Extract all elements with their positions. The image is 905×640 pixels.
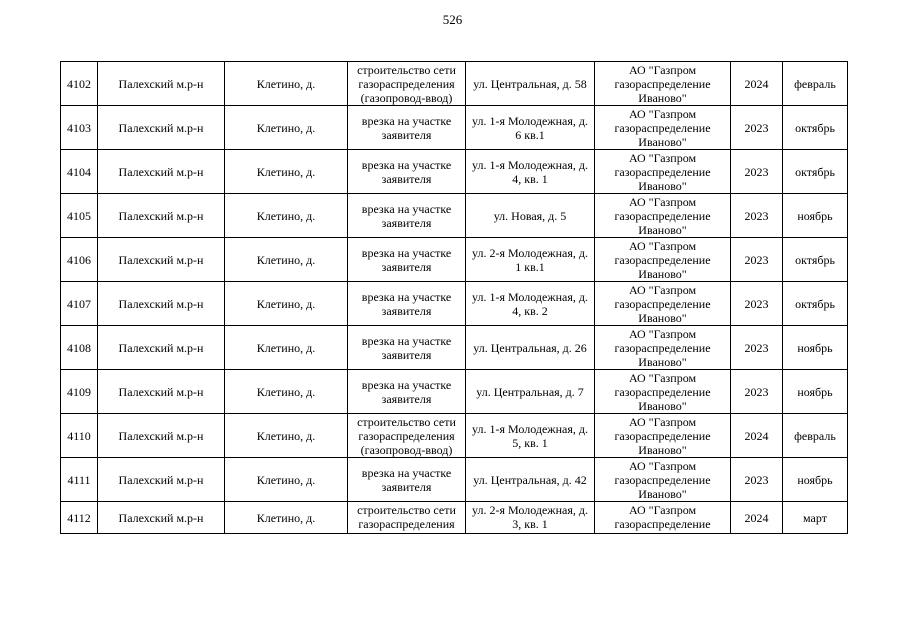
work-type-cell: врезка на участке заявителя <box>348 370 466 414</box>
organization-cell: АО "Газпром газораспределение Иваново" <box>595 370 731 414</box>
address-cell: ул. 1-я Молодежная, д. 4, кв. 2 <box>466 282 595 326</box>
year-cell: 2023 <box>731 238 783 282</box>
address-cell: ул. 2-я Молодежная, д. 1 кв.1 <box>466 238 595 282</box>
table-row <box>61 150 848 194</box>
organization-cell: АО "Газпром газораспределение Иваново" <box>595 282 731 326</box>
work-type-cell: врезка на участке заявителя <box>348 106 466 150</box>
district-cell: Палехский м.р-н <box>98 414 225 458</box>
organization-cell: АО "Газпром газораспределение Иваново" <box>595 106 731 150</box>
district-cell: Палехский м.р-н <box>98 62 225 106</box>
district-cell: Палехский м.р-н <box>98 106 225 150</box>
address-cell: ул. Новая, д. 5 <box>466 194 595 238</box>
month-cell: ноябрь <box>783 370 848 414</box>
row-number: 4110 <box>61 414 98 458</box>
month-cell: ноябрь <box>783 194 848 238</box>
month-cell: октябрь <box>783 150 848 194</box>
year-cell: 2023 <box>731 106 783 150</box>
locality-cell: Клетино, д. <box>225 458 348 502</box>
month-cell: октябрь <box>783 238 848 282</box>
month-cell: ноябрь <box>783 326 848 370</box>
month-cell: февраль <box>783 62 848 106</box>
work-type-cell: врезка на участке заявителя <box>348 326 466 370</box>
organization-cell: АО "Газпром газораспределение Иваново" <box>595 62 731 106</box>
year-cell: 2023 <box>731 194 783 238</box>
month-cell: октябрь <box>783 106 848 150</box>
organization-cell: АО "Газпром газораспределение Иваново" <box>595 326 731 370</box>
table-row <box>61 238 848 282</box>
row-number: 4109 <box>61 370 98 414</box>
locality-cell: Клетино, д. <box>225 150 348 194</box>
district-cell: Палехский м.р-н <box>98 502 225 534</box>
district-cell: Палехский м.р-н <box>98 238 225 282</box>
table-row <box>61 326 848 370</box>
work-type-cell: врезка на участке заявителя <box>348 458 466 502</box>
organization-cell: АО "Газпром газораспределение Иваново" <box>595 458 731 502</box>
gas-connection-table <box>60 61 848 534</box>
year-cell: 2023 <box>731 326 783 370</box>
row-number: 4108 <box>61 326 98 370</box>
district-cell: Палехский м.р-н <box>98 150 225 194</box>
district-cell: Палехский м.р-н <box>98 458 225 502</box>
table-row <box>61 370 848 414</box>
year-cell: 2023 <box>731 370 783 414</box>
month-cell: октябрь <box>783 282 848 326</box>
district-cell: Палехский м.р-н <box>98 282 225 326</box>
work-type-cell: врезка на участке заявителя <box>348 150 466 194</box>
organization-cell: АО "Газпром газораспределение Иваново" <box>595 238 731 282</box>
locality-cell: Клетино, д. <box>225 414 348 458</box>
address-cell: ул. Центральная, д. 58 <box>466 62 595 106</box>
organization-cell: АО "Газпром газораспределение Иваново" <box>595 150 731 194</box>
organization-cell: АО "Газпром газораспределение Иваново" <box>595 414 731 458</box>
year-cell: 2023 <box>731 282 783 326</box>
work-type-cell: строительство сети газораспределения (газопровод-ввод) <box>348 414 466 458</box>
page-number: 526 <box>442 12 463 27</box>
table-row <box>61 194 848 238</box>
locality-cell: Клетино, д. <box>225 238 348 282</box>
organization-cell: АО "Газпром газораспределение Иваново" <box>595 194 731 238</box>
address-cell: ул. 1-я Молодежная, д. 5, кв. 1 <box>466 414 595 458</box>
work-type-cell: строительство сети газораспределения <box>348 502 466 534</box>
district-cell: Палехский м.р-н <box>98 370 225 414</box>
month-cell: март <box>783 502 848 534</box>
district-cell: Палехский м.р-н <box>98 194 225 238</box>
address-cell: ул. 2-я Молодежная, д. 3, кв. 1 <box>466 502 595 534</box>
locality-cell: Клетино, д. <box>225 194 348 238</box>
row-number: 4112 <box>61 502 98 534</box>
district-cell: Палехский м.р-н <box>98 326 225 370</box>
table-row <box>61 458 848 502</box>
address-cell: ул. Центральная, д. 26 <box>466 326 595 370</box>
year-cell: 2024 <box>731 62 783 106</box>
table-row <box>61 414 848 458</box>
row-number: 4103 <box>61 106 98 150</box>
work-type-cell: врезка на участке заявителя <box>348 282 466 326</box>
row-number: 4106 <box>61 238 98 282</box>
table-row <box>61 106 848 150</box>
table-row <box>61 62 848 106</box>
row-number: 4105 <box>61 194 98 238</box>
month-cell: февраль <box>783 414 848 458</box>
row-number: 4104 <box>61 150 98 194</box>
table-row <box>61 502 848 534</box>
table-row <box>61 282 848 326</box>
work-type-cell: строительство сети газораспределения (газопровод-ввод) <box>348 62 466 106</box>
year-cell: 2024 <box>731 502 783 534</box>
row-number: 4107 <box>61 282 98 326</box>
locality-cell: Клетино, д. <box>225 62 348 106</box>
row-number: 4111 <box>61 458 98 502</box>
month-cell: ноябрь <box>783 458 848 502</box>
year-cell: 2023 <box>731 458 783 502</box>
address-cell: ул. 1-я Молодежная, д. 6 кв.1 <box>466 106 595 150</box>
year-cell: 2023 <box>731 150 783 194</box>
work-type-cell: врезка на участке заявителя <box>348 194 466 238</box>
locality-cell: Клетино, д. <box>225 326 348 370</box>
locality-cell: Клетино, д. <box>225 370 348 414</box>
address-cell: ул. Центральная, д. 7 <box>466 370 595 414</box>
locality-cell: Клетино, д. <box>225 282 348 326</box>
work-type-cell: врезка на участке заявителя <box>348 238 466 282</box>
row-number: 4102 <box>61 62 98 106</box>
organization-cell: АО "Газпром газораспределение <box>595 502 731 534</box>
address-cell: ул. Центральная, д. 42 <box>466 458 595 502</box>
locality-cell: Клетино, д. <box>225 502 348 534</box>
year-cell: 2024 <box>731 414 783 458</box>
address-cell: ул. 1-я Молодежная, д. 4, кв. 1 <box>466 150 595 194</box>
locality-cell: Клетино, д. <box>225 106 348 150</box>
